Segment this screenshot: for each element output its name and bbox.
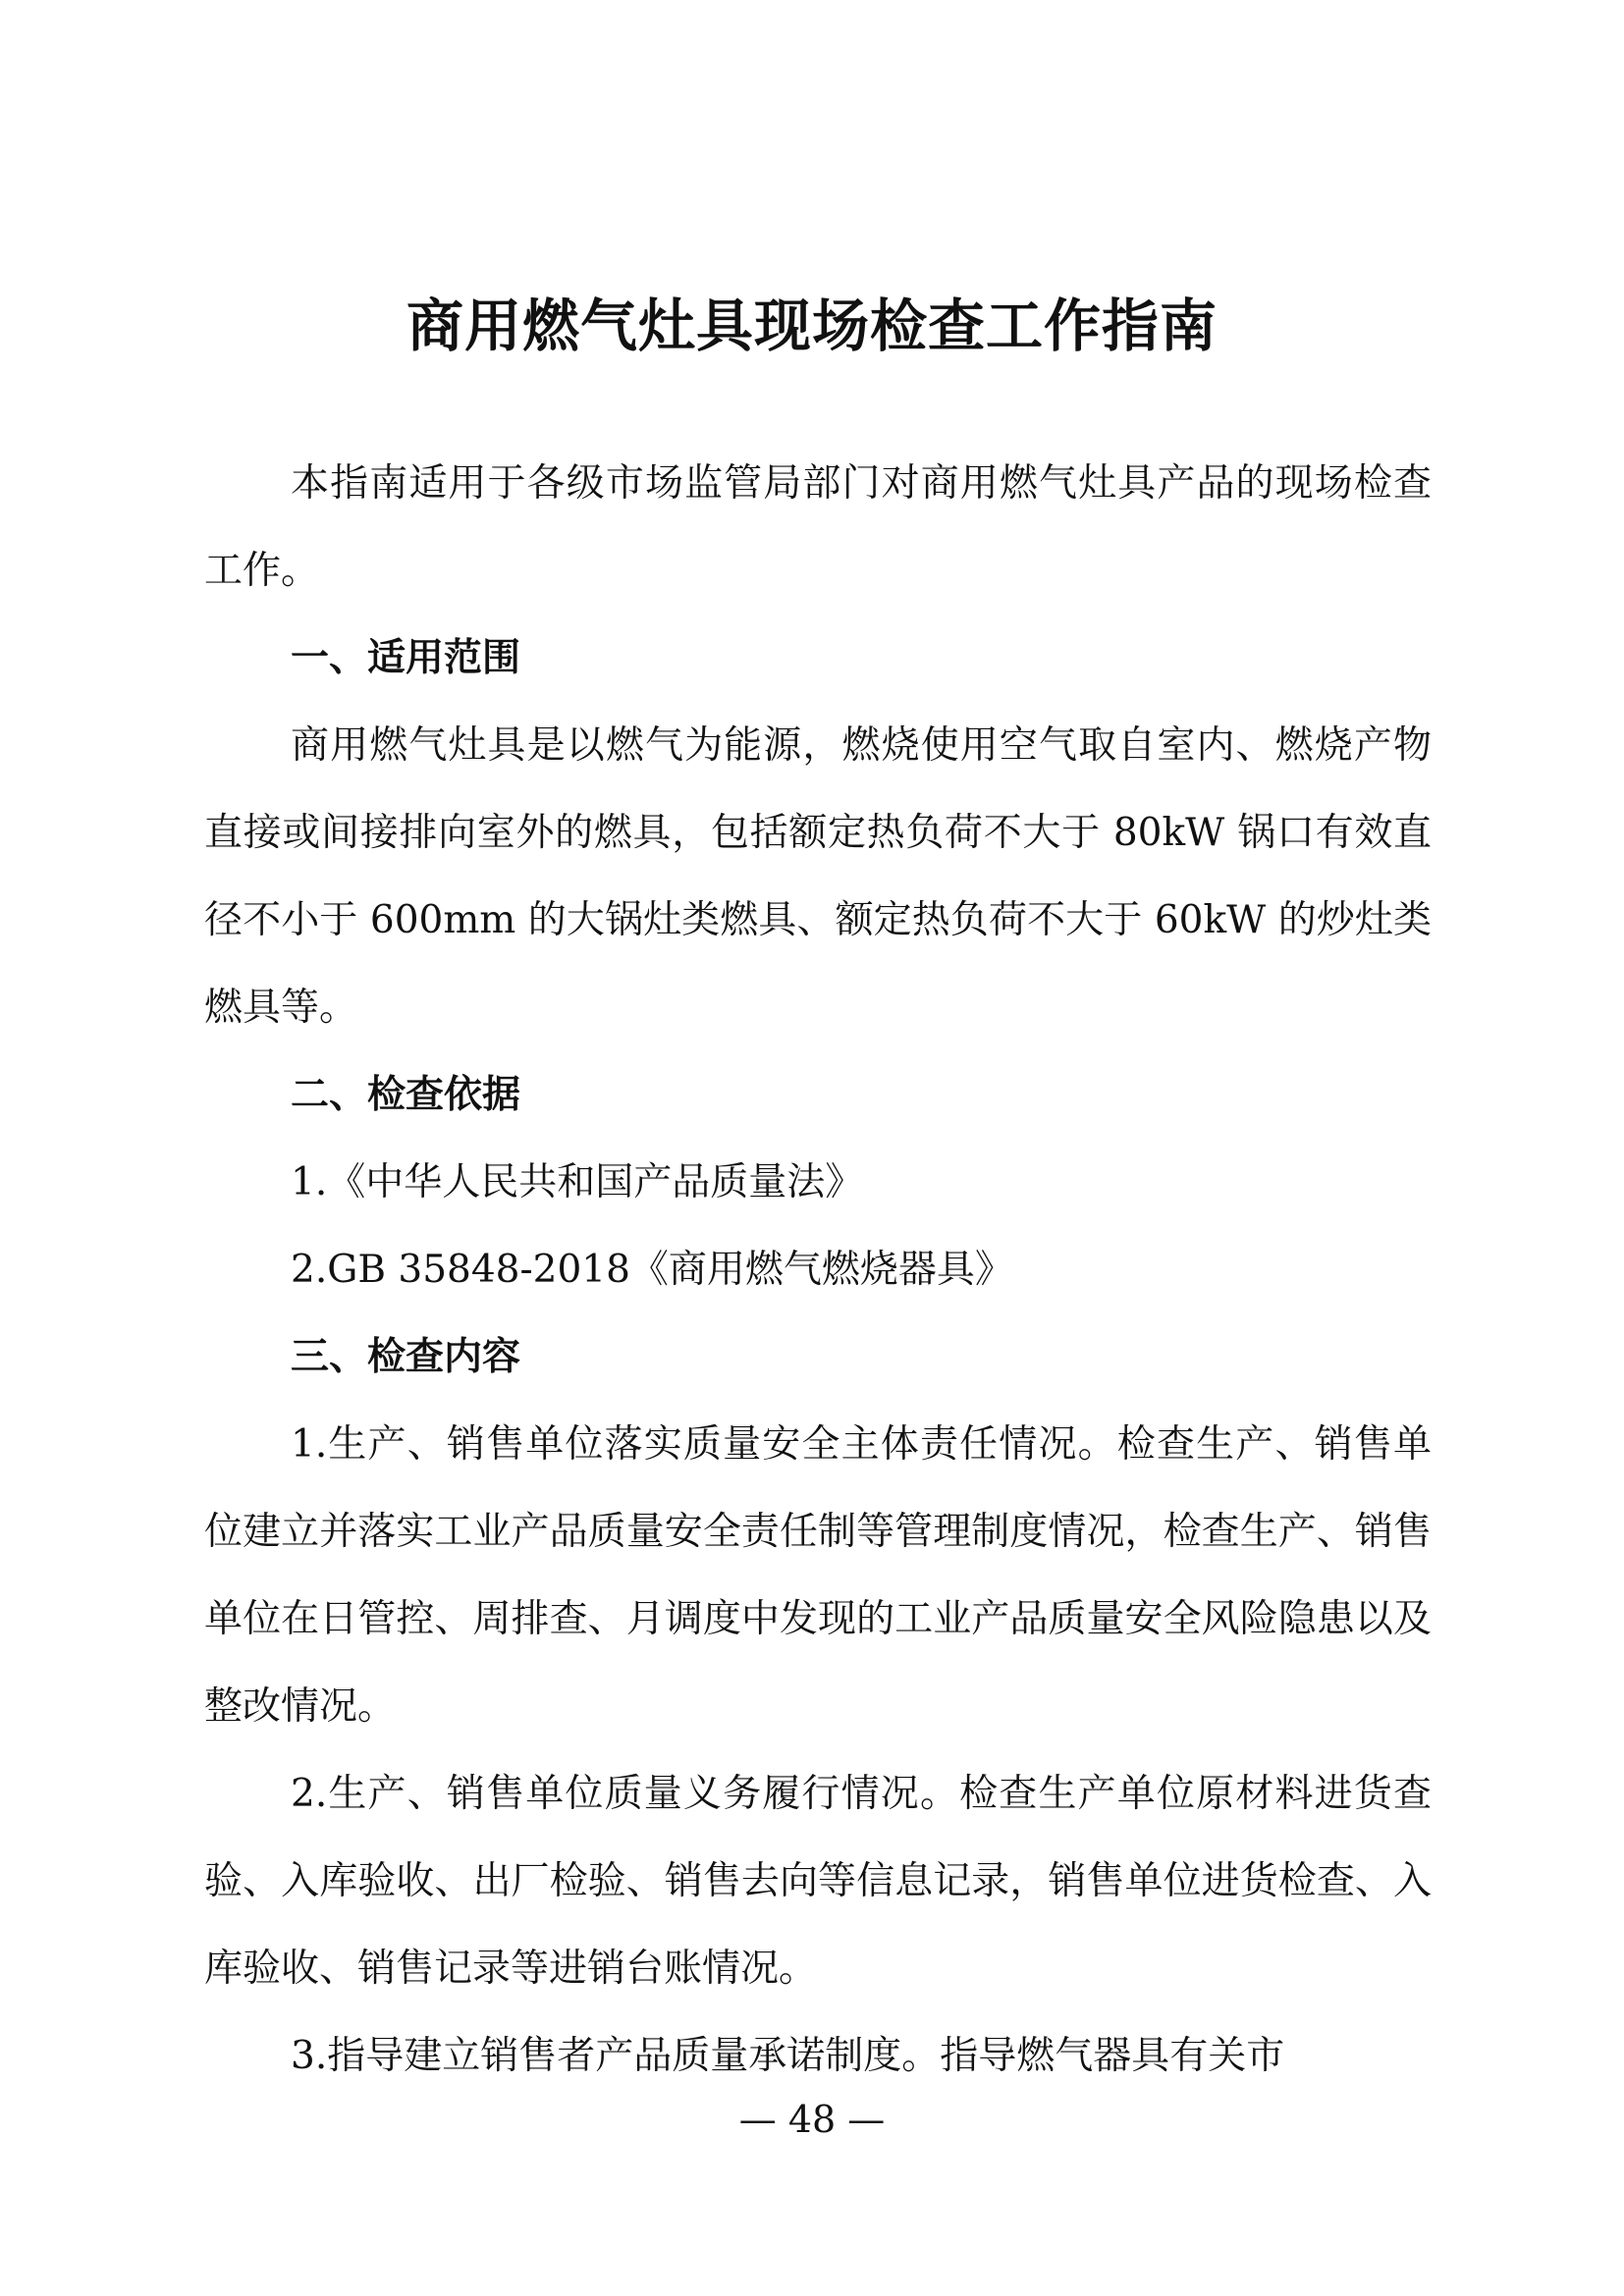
document-body — [204, 440, 1432, 2100]
section-heading-basis: 二、检查依据 — [291, 1073, 521, 1117]
section-heading-content: 三、检查内容 — [291, 1335, 521, 1379]
intro-paragraph: 本指南适用于各级市场监管局部门对商用燃气灶具产品的现场检查工作。 — [204, 461, 1432, 593]
basis-item-2: 2.GB 35848-2018《商用燃气燃烧器具》 — [291, 1248, 1013, 1292]
content-item-1: 1.生产、销售单位落实质量安全主体责任情况。检查生产、销售单位建立并落实工业产品质量安全责任制等管理制度情况，检查生产、销售单位在日管控、周排查、月调度中发现的工业产品质量安全风险隐患以及整改情况。 — [204, 1422, 1432, 1729]
content-item-2: 2.生产、销售单位质量义务履行情况。检查生产单位原材料进货查验、入库验收、出厂检验、销售去向等信息记录，销售单位进货检查、入库验收、销售记录等进销台账情况。 — [204, 1772, 1432, 1991]
basis-item-1: 1.《中华人民共和国产品质量法》 — [291, 1160, 864, 1204]
scope-paragraph: 商用燃气灶具是以燃气为能源，燃烧使用空气取自室内、燃烧产物直接或间接排向室外的燃具，包括额定热负荷不大于 80kW 锅口有效直径不小于 600mm 的大锅灶类燃具、额定热负荷不大于 60kW 的炒灶类燃具等。 — [204, 723, 1432, 1030]
content-item-3: 3.指导建立销售者产品质量承诺制度。指导燃气器具有关市 — [291, 2034, 1285, 2078]
document-title: 商用燃气灶具现场检查工作指南 — [406, 293, 1218, 359]
section-heading-scope: 一、适用范围 — [291, 636, 521, 680]
page-number: — 48 — — [738, 2098, 886, 2141]
